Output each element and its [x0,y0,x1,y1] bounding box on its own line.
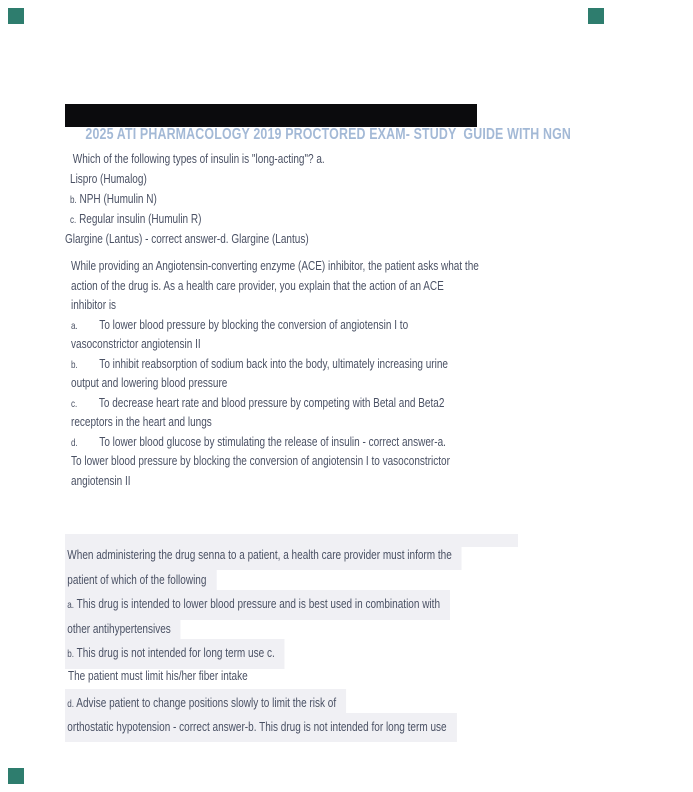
body-text: vasoconstrictor angiotensin II [71,336,201,351]
text-line [71,432,601,452]
text-line [71,471,601,491]
text-line [70,169,401,189]
highlighted-text: When administering the drug senna to a patient, a health care provider must inform the [65,541,462,570]
text-line [70,149,401,169]
text-line [71,412,601,432]
option-letter: c. [70,214,77,226]
body-text: b. NPH (Humulin N) [70,191,157,206]
option-letter: d. [67,697,75,710]
body-text: b. To inhibit reabsorption of sodium back into the body, ultimately increasing urine [71,355,448,371]
option-letter: b. [71,358,78,371]
body-text: The patient must limit his/her fiber intake [68,667,248,683]
option-letter: a. [67,599,75,612]
question-ace-inhibitor [71,256,601,490]
highlighted-text: orthostatic hypotension - correct answer-b. This drug is not intended for long term use [65,713,457,742]
body-text: action of the drug is. As a health care provider, you explain that the action of an ACE [71,277,444,293]
text-line [68,590,580,615]
text-line [71,256,601,276]
fiducial-marker-top-left [8,8,24,24]
body-text: angiotensin II [71,472,131,488]
body-text: receptors in the heart and lungs [71,414,212,429]
text-line [71,354,601,374]
text-line [70,189,401,209]
option-letter: d. [71,436,78,449]
question-senna [68,541,580,738]
text-line [71,315,601,335]
body-text: d. To lower blood glucose by stimulating the release of insulin - correct answer-a. [71,433,446,449]
question-insulin [65,149,401,249]
fiducial-marker-bottom-left [8,768,24,784]
body-text: c. To decrease heart rate and blood pressure by competing with Betal and Beta2 [71,394,445,410]
document-title: 2025 ATI PHARMACOLOGY 2019 PROCTORED EXAM- STUDY GUIDE WITH NGN [85,126,571,143]
text-line [68,664,580,689]
body-text: a. To lower blood pressure by blocking the conversion of angiotensin I to [71,316,409,332]
option-letter: c. [71,397,78,410]
highlighted-text: d. Advise patient to change positions slowly to limit the risk of [65,689,346,719]
body-text: To lower blood pressure by blocking the conversion of angiotensin I to vasoconstrictor [71,453,450,468]
body-text: output and lowering blood pressure [71,375,228,390]
text-line [71,334,601,354]
text-line [68,639,580,664]
option-letter: b. [70,194,77,206]
text-line [68,689,580,714]
body-text: Lispro (Humalog) [70,171,147,186]
body-text: While providing an Angiotensin-converting enzyme (ACE) inhibitor, the patient asks what the [71,258,479,273]
body-text: inhibitor is [71,297,117,312]
highlighted-text: a. This drug is intended to lower blood pressure and is best used in combination with [65,590,450,620]
option-letter: b. [67,648,75,661]
text-line [65,229,401,249]
text-line [71,276,601,296]
text-line [68,713,580,738]
body-text: c. Regular insulin (Humulin R) [70,211,202,226]
highlighted-text: patient of which of the following [65,566,216,595]
text-line [70,209,401,229]
document-title-bar [65,104,571,143]
body-text: Glargine (Lantus) - correct answer-d. Glargine (Lantus) [65,231,309,246]
text-line [71,373,601,393]
body-text: Which of the following types of insulin is "long-acting"? a. [70,151,325,166]
highlighted-text: b. This drug is not intended for long term use c. [65,639,285,669]
fiducial-marker-top-right [588,8,604,24]
text-line [71,393,601,413]
text-line [71,451,601,471]
highlighted-text: other antihypertensives [65,615,181,644]
text-line [71,295,601,315]
option-letter: a. [71,319,78,332]
